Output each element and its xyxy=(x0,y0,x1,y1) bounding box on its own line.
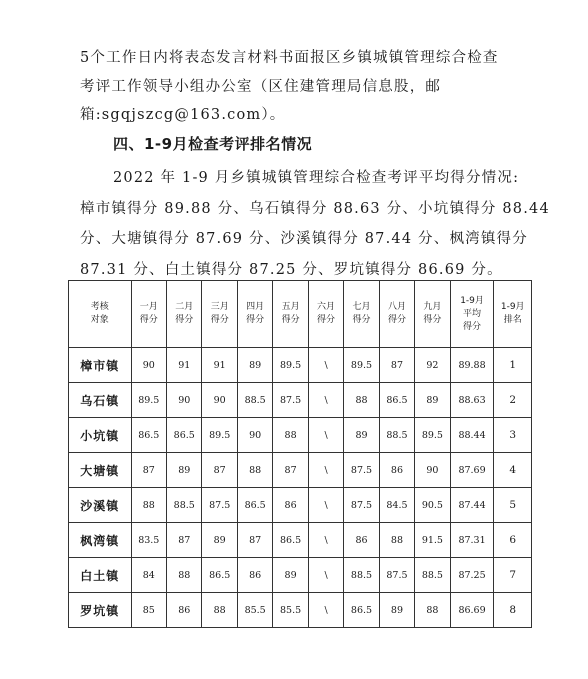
rank-cell: 7 xyxy=(494,558,532,593)
column-header: 五月 得分 xyxy=(273,281,308,348)
monthly-score-cell: 89.5 xyxy=(344,348,379,383)
monthly-score-cell: \ xyxy=(308,453,343,488)
town-name-cell: 樟市镇 xyxy=(69,348,132,383)
monthly-score-cell: 89 xyxy=(273,558,308,593)
monthly-score-cell: 88.5 xyxy=(379,418,414,453)
table-row xyxy=(69,453,532,488)
monthly-score-cell: 87 xyxy=(379,348,414,383)
column-header: 1-9月 平均 得分 xyxy=(450,281,494,348)
average-score-cell: 86.69 xyxy=(450,593,494,628)
monthly-score-cell: 89.5 xyxy=(273,348,308,383)
town-name-cell: 枫湾镇 xyxy=(69,523,132,558)
monthly-score-cell: 86 xyxy=(379,453,414,488)
table-row xyxy=(69,418,532,453)
table-header-row xyxy=(69,281,532,348)
monthly-score-cell: 86 xyxy=(237,558,272,593)
monthly-score-cell: \ xyxy=(308,348,343,383)
average-score-cell: 87.44 xyxy=(450,488,494,523)
monthly-score-cell: 89.5 xyxy=(202,418,237,453)
monthly-score-cell: 87 xyxy=(167,523,202,558)
average-score-cell: 87.69 xyxy=(450,453,494,488)
monthly-score-cell: 87 xyxy=(131,453,166,488)
score-table xyxy=(68,280,532,628)
monthly-score-cell: 91.5 xyxy=(415,523,450,558)
rank-cell: 3 xyxy=(494,418,532,453)
monthly-score-cell: 88.5 xyxy=(344,558,379,593)
column-header: 三月 得分 xyxy=(202,281,237,348)
monthly-score-cell: 90 xyxy=(167,383,202,418)
town-name-cell: 沙溪镇 xyxy=(69,488,132,523)
monthly-score-cell: 84 xyxy=(131,558,166,593)
monthly-score-cell: 85 xyxy=(131,593,166,628)
monthly-score-cell: \ xyxy=(308,418,343,453)
column-header: 一月 得分 xyxy=(131,281,166,348)
rank-cell: 1 xyxy=(494,348,532,383)
town-name-cell: 小坑镇 xyxy=(69,418,132,453)
monthly-score-cell: 87 xyxy=(273,453,308,488)
monthly-score-cell: 89 xyxy=(379,593,414,628)
rank-cell: 8 xyxy=(494,593,532,628)
monthly-score-cell: 90 xyxy=(131,348,166,383)
rank-cell: 4 xyxy=(494,453,532,488)
monthly-score-cell: 88 xyxy=(273,418,308,453)
average-score-cell: 87.31 xyxy=(450,523,494,558)
monthly-score-cell: 88.5 xyxy=(167,488,202,523)
paragraph-line: 考评工作领导小组办公室（区住建管理局信息股，邮 xyxy=(80,79,442,95)
monthly-score-cell: 88 xyxy=(237,453,272,488)
monthly-score-cell: 88.5 xyxy=(237,383,272,418)
town-name-cell: 大塘镇 xyxy=(69,453,132,488)
monthly-score-cell: 83.5 xyxy=(131,523,166,558)
monthly-score-cell: 88 xyxy=(379,523,414,558)
monthly-score-cell: 86 xyxy=(167,593,202,628)
monthly-score-cell: 87.5 xyxy=(379,558,414,593)
rank-cell: 2 xyxy=(494,383,532,418)
monthly-score-cell: \ xyxy=(308,558,343,593)
column-header: 考核 对象 xyxy=(69,281,132,348)
monthly-score-cell: 89 xyxy=(202,523,237,558)
monthly-score-cell: 86.5 xyxy=(379,383,414,418)
monthly-score-cell: 88 xyxy=(202,593,237,628)
monthly-score-cell: 84.5 xyxy=(379,488,414,523)
monthly-score-cell: 89.5 xyxy=(415,418,450,453)
monthly-score-cell: 89 xyxy=(344,418,379,453)
monthly-score-cell: 86.5 xyxy=(237,488,272,523)
intro-line: 分、大塘镇得分 87.69 分、沙溪镇得分 87.44 分、枫湾镇得分 xyxy=(80,231,528,247)
monthly-score-cell: 88.5 xyxy=(415,558,450,593)
intro-line: 87.31 分、白土镇得分 87.25 分、罗坑镇得分 86.69 分。 xyxy=(80,262,503,278)
monthly-score-cell: 90 xyxy=(415,453,450,488)
monthly-score-cell: 86 xyxy=(344,523,379,558)
monthly-score-cell: 87.5 xyxy=(202,488,237,523)
town-name-cell: 罗坑镇 xyxy=(69,593,132,628)
monthly-score-cell: 91 xyxy=(202,348,237,383)
monthly-score-cell: 91 xyxy=(167,348,202,383)
intro-line: 樟市镇得分 89.88 分、乌石镇得分 88.63 分、小坑镇得分 88.44 xyxy=(80,201,550,217)
monthly-score-cell: 87.5 xyxy=(344,453,379,488)
monthly-score-cell: \ xyxy=(308,383,343,418)
intro-line: 2022 年 1-9 月乡镇城镇管理综合检查考评平均得分情况: xyxy=(113,170,520,186)
town-name-cell: 乌石镇 xyxy=(69,383,132,418)
monthly-score-cell: 85.5 xyxy=(237,593,272,628)
column-header: 八月 得分 xyxy=(379,281,414,348)
monthly-score-cell: 86 xyxy=(273,488,308,523)
table-body xyxy=(69,348,532,628)
monthly-score-cell: 86.5 xyxy=(131,418,166,453)
table-row xyxy=(69,523,532,558)
column-header: 1-9月 排名 xyxy=(494,281,532,348)
rank-cell: 6 xyxy=(494,523,532,558)
rank-cell: 5 xyxy=(494,488,532,523)
column-header: 四月 得分 xyxy=(237,281,272,348)
section-heading: 四、1-9月检查考评排名情况 xyxy=(113,135,313,153)
average-score-cell: 87.25 xyxy=(450,558,494,593)
monthly-score-cell: 87.5 xyxy=(273,383,308,418)
table-row xyxy=(69,488,532,523)
column-header: 六月 得分 xyxy=(308,281,343,348)
monthly-score-cell: \ xyxy=(308,523,343,558)
table-row xyxy=(69,348,532,383)
monthly-score-cell: 86.5 xyxy=(344,593,379,628)
monthly-score-cell: 88 xyxy=(344,383,379,418)
paragraph-line: 箱:sgqjszcg@163.com）。 xyxy=(80,107,286,123)
monthly-score-cell: 92 xyxy=(415,348,450,383)
average-score-cell: 88.63 xyxy=(450,383,494,418)
monthly-score-cell: \ xyxy=(308,488,343,523)
monthly-score-cell: 90 xyxy=(237,418,272,453)
table-row xyxy=(69,558,532,593)
column-header: 七月 得分 xyxy=(344,281,379,348)
monthly-score-cell: 90 xyxy=(202,383,237,418)
monthly-score-cell: 87.5 xyxy=(344,488,379,523)
monthly-score-cell: 86.5 xyxy=(202,558,237,593)
monthly-score-cell: 89 xyxy=(237,348,272,383)
table-row xyxy=(69,593,532,628)
monthly-score-cell: 85.5 xyxy=(273,593,308,628)
monthly-score-cell: 88 xyxy=(131,488,166,523)
monthly-score-cell: 87 xyxy=(237,523,272,558)
monthly-score-cell: 88 xyxy=(415,593,450,628)
table-row xyxy=(69,383,532,418)
monthly-score-cell: 88 xyxy=(167,558,202,593)
monthly-score-cell: 86.5 xyxy=(167,418,202,453)
average-score-cell: 89.88 xyxy=(450,348,494,383)
monthly-score-cell: 89 xyxy=(415,383,450,418)
monthly-score-cell: 90.5 xyxy=(415,488,450,523)
average-score-cell: 88.44 xyxy=(450,418,494,453)
town-name-cell: 白土镇 xyxy=(69,558,132,593)
column-header: 二月 得分 xyxy=(167,281,202,348)
monthly-score-cell: 86.5 xyxy=(273,523,308,558)
paragraph-line: 5个工作日内将表态发言材料书面报区乡镇城镇管理综合检查 xyxy=(80,50,499,66)
column-header: 九月 得分 xyxy=(415,281,450,348)
monthly-score-cell: 89.5 xyxy=(131,383,166,418)
monthly-score-cell: 87 xyxy=(202,453,237,488)
monthly-score-cell: \ xyxy=(308,593,343,628)
monthly-score-cell: 89 xyxy=(167,453,202,488)
